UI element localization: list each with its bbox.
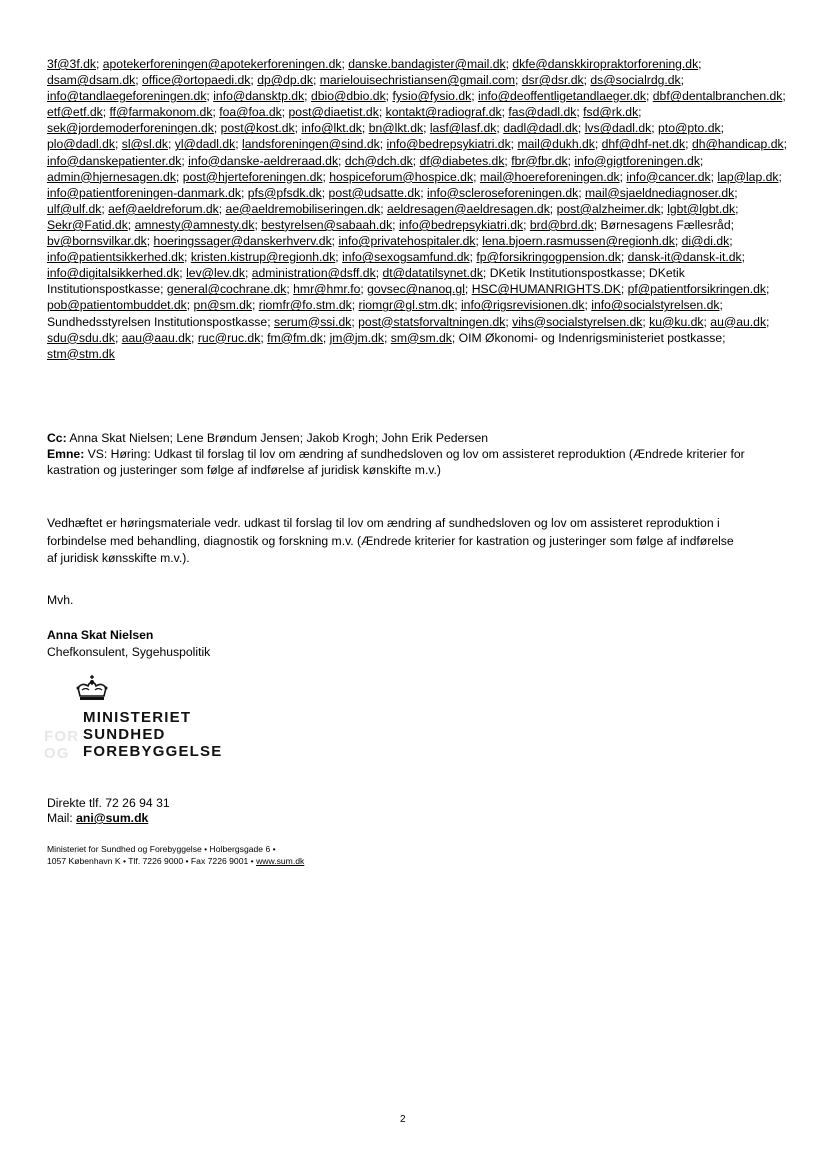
cc-value: Anna Skat Nielsen; Lene Brøndum Jensen; Jakob Krogh; John Erik Pedersen bbox=[69, 431, 489, 445]
recipient-separator: ; bbox=[184, 250, 191, 265]
recipient-email-link[interactable]: mail@sjaeldnediagnoser.dk bbox=[585, 185, 735, 200]
recipient-separator: ; bbox=[674, 234, 682, 249]
recipient-separator: ; bbox=[464, 282, 472, 297]
recipient-email-link[interactable]: info@danske-aeldreraad.dk bbox=[188, 153, 339, 168]
recipient-separator: ; bbox=[698, 57, 702, 71]
recipient-email-link[interactable]: HSC@HUMANRIGHTS.DK bbox=[471, 282, 621, 297]
recipient-separator: ; bbox=[146, 234, 154, 249]
recipient-email-link[interactable]: post@hjerteforeningen.dk bbox=[182, 169, 323, 184]
recipient-separator: ; bbox=[160, 282, 167, 297]
recipient-email-link[interactable]: dch@dch.dk bbox=[344, 153, 413, 168]
footer-line2 bbox=[47, 855, 304, 867]
footer-address-phone: 1057 København K • Tlf. 7226 9000 • Fax 7226 9001 • bbox=[47, 856, 254, 866]
recipient-separator: ; bbox=[703, 314, 711, 329]
recipient-email-link[interactable]: etf@etf.dk bbox=[47, 105, 103, 120]
recipient-name: Sundhedsstyrelsen Institutionspostkasse bbox=[47, 314, 268, 329]
recipient-separator: ; bbox=[577, 121, 585, 136]
recipient-name: OIM Økonomi- og Indenrigsministeriet postkasse bbox=[458, 330, 723, 345]
recipient-separator: ; bbox=[710, 169, 718, 184]
recipient-separator: ; bbox=[286, 282, 294, 297]
recipient-email-link[interactable]: kontakt@radiograf.dk bbox=[385, 105, 502, 120]
recipient-email-link[interactable]: sl@sl.dk bbox=[121, 137, 168, 152]
recipient-separator: ; bbox=[380, 201, 387, 216]
subject-label: Emne: bbox=[47, 447, 85, 462]
recipient-separator: ; bbox=[322, 169, 330, 184]
recipient-email-link[interactable]: general@cochrane.dk bbox=[166, 282, 287, 297]
recipient-separator: ; bbox=[642, 314, 650, 329]
recipient-separator: ; bbox=[341, 57, 349, 71]
recipient-separator: ; bbox=[135, 73, 143, 88]
recipient-email-link[interactable]: apotekerforeningen@apotekerforeningen.dk bbox=[102, 57, 342, 71]
recipient-separator: ; bbox=[304, 89, 311, 104]
recipient-email-link[interactable]: fbr@fbr.dk bbox=[511, 153, 568, 168]
recipient-separator: ; bbox=[351, 298, 359, 313]
recipient-separator: ; bbox=[383, 330, 391, 345]
recipient-separator: ; bbox=[496, 121, 504, 136]
recipient-separator: ; bbox=[420, 185, 427, 200]
recipient-email-link[interactable]: marielouisechristiansen@gmail.com bbox=[319, 73, 515, 88]
recipient-email-link[interactable]: lvs@dadl.dk bbox=[584, 121, 652, 136]
recipient-separator: ; bbox=[360, 282, 368, 297]
recipient-email-link[interactable]: lev@lev.dk bbox=[186, 266, 245, 281]
recipient-email-link[interactable]: info@tandlaegeforeningen.dk bbox=[47, 89, 207, 104]
recipient-email-link[interactable]: bestyrelsen@sabaah.dk bbox=[261, 217, 393, 232]
recipient-email-link[interactable]: dt@datatilsynet.dk bbox=[382, 266, 483, 281]
recipient-email-link[interactable]: office@ortopaedi.dk bbox=[142, 73, 251, 88]
recipient-separator: ; bbox=[505, 314, 513, 329]
recipient-email-link[interactable]: dp@dp.dk bbox=[257, 73, 313, 88]
footer-address bbox=[47, 843, 304, 867]
recipient-email-link[interactable]: info@patientforeningen-danmark.dk bbox=[47, 185, 241, 200]
recipient-email-link[interactable]: post@kost.dk bbox=[220, 121, 295, 136]
recipient-email-link[interactable]: sdu@sdu.dk bbox=[47, 330, 115, 345]
recipient-separator: ; bbox=[379, 137, 387, 152]
recipient-email-link[interactable]: bn@lkt.dk bbox=[368, 121, 424, 136]
recipient-email-link[interactable]: dsr@dsr.dk bbox=[521, 73, 584, 88]
mail-line bbox=[47, 811, 170, 826]
recipient-separator: ; bbox=[620, 250, 628, 265]
recipient-separator: ; bbox=[734, 185, 738, 200]
cc-label: Cc: bbox=[47, 431, 67, 445]
recipient-email-link[interactable]: lgbt@lgbt.dk bbox=[667, 201, 736, 216]
recipient-email-link[interactable]: ff@farmakonom.dk bbox=[109, 105, 213, 120]
recipient-email-link[interactable]: dbio@dbio.dk bbox=[310, 89, 386, 104]
recipient-email-link[interactable]: danske.bandagister@mail.dk bbox=[348, 57, 506, 71]
recipient-separator: ; bbox=[95, 57, 103, 71]
recipient-separator: ; bbox=[594, 137, 602, 152]
recipient-email-link[interactable]: amnesty@amnesty.dk bbox=[134, 217, 255, 232]
recipient-separator: ; bbox=[213, 121, 221, 136]
recipient-email-link[interactable]: info@bedrepsykiatri.dk bbox=[398, 217, 524, 232]
recipient-email-link[interactable]: info@scleroseforeningen.dk bbox=[426, 185, 579, 200]
recipient-separator: ; bbox=[722, 330, 726, 345]
recipient-separator: ; bbox=[619, 169, 627, 184]
recipient-separator: ; bbox=[720, 121, 724, 136]
recipient-email-link[interactable]: brd@brd.dk bbox=[529, 217, 594, 232]
message-body: Vedhæftet er høringsmateriale vedr. udkast til forslag til lov om ændring af sundhedsloven og lov om assisteret reproduktion i forbindelse med behandling, diagnostik og forskning m.v. (Ændrede kriterier for kastration og justeringer som følge af indførelse af juridisk kønsskifte m.v.). bbox=[47, 516, 734, 565]
crown-icon bbox=[72, 674, 112, 706]
logo-line1: MINISTERIET bbox=[83, 709, 192, 726]
recipient-separator: ; bbox=[175, 169, 183, 184]
recipient-email-link[interactable]: pn@sm.dk bbox=[193, 298, 252, 313]
recipient-email-link[interactable]: ulf@ulf.dk bbox=[47, 201, 102, 216]
recipient-separator: ; bbox=[642, 266, 649, 281]
signature-title: Chefkonsulent, Sygehuspolitik bbox=[47, 645, 211, 659]
recipient-email-link[interactable]: govsec@nanoq.gl bbox=[367, 282, 465, 297]
recipient-email-link[interactable]: lap@lap.dk bbox=[717, 169, 779, 184]
recipient-separator: ; bbox=[338, 153, 345, 168]
logo-ghost bbox=[44, 728, 79, 762]
recipient-separator: ; bbox=[454, 298, 461, 313]
recipient-separator: ; bbox=[260, 330, 268, 345]
recipient-email-link[interactable]: landsforeningen@sind.dk bbox=[242, 137, 380, 152]
recipient-email-link[interactable]: dbf@dentalbranchen.dk bbox=[652, 89, 783, 104]
recipient-email-link[interactable]: di@di.dk bbox=[681, 234, 730, 249]
logo-ghost-line2: OG bbox=[44, 745, 70, 762]
recipient-name: DKetik Institutionspostkasse bbox=[489, 266, 643, 281]
recipient-email-link[interactable]: info@bedrepsykiatri.dk bbox=[386, 137, 511, 152]
recipient-separator: ; bbox=[351, 314, 359, 329]
recipient-list bbox=[47, 56, 787, 362]
recipient-separator: ; bbox=[638, 105, 642, 120]
recipient-email-link[interactable]: hmr@hmr.fo bbox=[293, 282, 361, 297]
recipient-email-link[interactable]: dadl@dadl.dk bbox=[503, 121, 578, 136]
recipient-separator: ; bbox=[312, 73, 320, 88]
signature-name: Anna Skat Nielsen bbox=[47, 628, 154, 642]
recipient-email-link[interactable]: lena.bjoern.rasmussen@regionh.dk bbox=[482, 234, 675, 249]
recipient-email-link[interactable]: post@alzheimer.dk bbox=[556, 201, 661, 216]
recipient-separator: ; bbox=[321, 185, 329, 200]
direct-phone: Direkte tlf. 72 26 94 31 bbox=[47, 796, 170, 810]
recipient-email-link[interactable]: info@lkt.dk bbox=[301, 121, 362, 136]
contact-info bbox=[47, 796, 170, 826]
recipient-email-link[interactable]: Sekr@Fatid.dk bbox=[47, 217, 128, 232]
recipient-separator: ; bbox=[179, 266, 187, 281]
recipient-email-link[interactable]: info@deoffentligetandlaeger.dk bbox=[477, 89, 646, 104]
mail-link[interactable]: ani@sum.dk bbox=[76, 811, 149, 825]
recipient-separator: ; bbox=[469, 250, 477, 265]
recipient-separator: ; bbox=[322, 330, 330, 345]
recipient-separator: ; bbox=[741, 250, 746, 265]
recipient-separator: ; bbox=[729, 234, 733, 249]
recipient-email-link[interactable]: jm@jm.dk bbox=[329, 330, 384, 345]
recipient-email-link[interactable]: info@gigtforeningen.dk bbox=[574, 153, 700, 168]
recipient-email-link[interactable]: fas@dadl.dk bbox=[508, 105, 577, 120]
mail-label: Mail: bbox=[47, 811, 73, 825]
recipient-separator: ; bbox=[783, 137, 787, 152]
recipient-email-link[interactable]: yl@dadl.dk bbox=[174, 137, 236, 152]
recipient-email-link[interactable]: info@socialstyrelsen.dk bbox=[591, 298, 720, 313]
recipient-separator: ; bbox=[240, 185, 248, 200]
recipient-email-link[interactable]: info@danskepatienter.dk bbox=[47, 153, 182, 168]
recipient-separator: ; bbox=[251, 298, 259, 313]
recipient-separator: ; bbox=[281, 105, 289, 120]
recipient-email-link[interactable]: info@digitalsikkerhed.dk bbox=[47, 266, 180, 281]
recipient-separator: ; bbox=[735, 201, 739, 216]
recipient-separator: ; bbox=[523, 217, 530, 232]
subject-value: VS: Høring: Udkast til forslag til lov om ændring af sundhedsloven og lov om assisteret reproduktion (Ændrede kriterier for kastration og justeringer som følge af indførelse af juridisk kønskifte m.v.) bbox=[47, 447, 745, 478]
recipient-email-link[interactable]: hoeringssager@danskerhverv.dk bbox=[153, 234, 332, 249]
recipient-email-link[interactable]: dh@handicap.dk bbox=[691, 137, 784, 152]
recipient-separator: ; bbox=[475, 234, 483, 249]
recipient-email-link[interactable]: admin@hjernesagen.dk bbox=[47, 169, 176, 184]
recipient-separator: ; bbox=[471, 89, 478, 104]
recipient-separator: ; bbox=[719, 298, 723, 313]
recipient-separator: ; bbox=[567, 153, 575, 168]
recipient-separator: ; bbox=[167, 137, 175, 152]
closing: Mvh. bbox=[47, 593, 74, 607]
recipient-separator: ; bbox=[583, 73, 591, 88]
recipient-email-link[interactable]: fsd@rk.dk bbox=[583, 105, 639, 120]
website-link[interactable]: www.sum.dk bbox=[256, 856, 305, 866]
recipient-separator: ; bbox=[660, 201, 668, 216]
recipient-separator: ; bbox=[385, 89, 393, 104]
recipient-email-link[interactable]: fysio@fysio.dk bbox=[392, 89, 472, 104]
recipient-email-link[interactable]: post@udsatte.dk bbox=[328, 185, 421, 200]
recipient-separator: ; bbox=[412, 153, 420, 168]
recipient-separator: ; bbox=[576, 105, 584, 120]
recipient-separator: ; bbox=[505, 57, 513, 71]
recipient-separator: ; bbox=[482, 266, 490, 281]
recipient-email-link[interactable]: 3f@3f.dk bbox=[47, 57, 96, 71]
recipient-separator: ; bbox=[549, 201, 557, 216]
recipient-email-link[interactable]: post@statsforvaltningen.dk bbox=[358, 314, 506, 329]
recipient-email-link[interactable]: pob@patientombuddet.dk bbox=[47, 298, 187, 313]
recipient-separator: ; bbox=[218, 201, 226, 216]
recipient-email-link[interactable]: pto@pto.dk bbox=[658, 121, 721, 136]
recipient-separator: ; bbox=[181, 153, 189, 168]
logo-line3: FOREBYGGELSE bbox=[83, 743, 223, 760]
recipient-separator: ; bbox=[378, 105, 386, 120]
footer-line1: Ministeriet for Sundhed og Forebyggelse • Holbergsgade 6 • bbox=[47, 844, 276, 854]
recipient-email-link[interactable]: lasf@lasf.dk bbox=[429, 121, 497, 136]
recipient-email-link[interactable]: au@au.dk bbox=[710, 314, 767, 329]
recipient-separator: ; bbox=[392, 217, 399, 232]
recipient-email-link[interactable]: hospiceforum@hospice.dk bbox=[329, 169, 474, 184]
recipient-separator: ; bbox=[510, 137, 518, 152]
recipient-email-link[interactable]: info@patientsikkerhed.dk bbox=[47, 250, 185, 265]
recipient-separator: ; bbox=[514, 73, 522, 88]
recipient-separator: ; bbox=[451, 330, 459, 345]
recipient-separator: ; bbox=[186, 298, 194, 313]
recipient-email-link[interactable]: stm@stm.dk bbox=[47, 346, 115, 361]
recipient-email-link[interactable]: vihs@socialstyrelsen.dk bbox=[512, 314, 643, 329]
recipient-separator: ; bbox=[254, 217, 262, 232]
logo-ghost-line1: FOR bbox=[44, 728, 80, 745]
recipient-separator: ; bbox=[250, 73, 258, 88]
recipient-email-link[interactable]: riomgr@gl.stm.dk bbox=[358, 298, 455, 313]
recipient-email-link[interactable]: kristen.kistrup@regionh.dk bbox=[190, 250, 336, 265]
recipient-email-link[interactable]: mail@dukh.dk bbox=[517, 137, 595, 152]
recipient-separator: ; bbox=[584, 298, 592, 313]
recipient-email-link[interactable]: info@sexogsamfund.dk bbox=[342, 250, 470, 265]
recipient-separator: ; bbox=[244, 266, 252, 281]
recipient-separator: ; bbox=[685, 137, 692, 152]
recipient-separator: ; bbox=[578, 185, 586, 200]
recipient-email-link[interactable]: foa@foa.dk bbox=[219, 105, 282, 120]
recipient-separator: ; bbox=[699, 153, 704, 168]
recipient-separator: ; bbox=[361, 121, 369, 136]
recipient-email-link[interactable]: aef@aeldreforum.dk bbox=[108, 201, 219, 216]
recipient-separator: ; bbox=[473, 169, 480, 184]
recipient-name: DKetik Institutionspostkasse bbox=[47, 266, 685, 297]
subject-line bbox=[47, 446, 787, 478]
recipient-separator: ; bbox=[766, 314, 770, 329]
recipient-email-link[interactable]: bv@bornsvilkar.dk bbox=[47, 234, 147, 249]
recipient-separator: ; bbox=[730, 217, 734, 232]
recipient-separator: ; bbox=[127, 217, 135, 232]
recipient-name: Børnesagens Fællesråd bbox=[600, 217, 731, 232]
ministry-logo bbox=[83, 709, 222, 760]
recipient-email-link[interactable]: sm@sm.dk bbox=[390, 330, 452, 345]
recipient-separator: ; bbox=[501, 105, 509, 120]
recipient-separator: ; bbox=[423, 121, 430, 136]
recipient-separator: ; bbox=[114, 330, 122, 345]
recipient-email-link[interactable]: dhf@dhf-net.dk bbox=[601, 137, 686, 152]
recipient-email-link[interactable]: plo@dadl.dk bbox=[47, 137, 115, 152]
recipient-separator: ; bbox=[212, 105, 220, 120]
recipient-email-link[interactable]: info@rigsrevisionen.dk bbox=[460, 298, 585, 313]
recipient-email-link[interactable]: info@privatehospitaler.dk bbox=[338, 234, 476, 249]
recipient-email-link[interactable]: riomfr@fo.stm.dk bbox=[258, 298, 352, 313]
recipient-separator: ; bbox=[114, 137, 122, 152]
recipient-email-link[interactable]: post@diaetist.dk bbox=[288, 105, 379, 120]
recipient-email-link[interactable]: df@diabetes.dk bbox=[419, 153, 505, 168]
recipient-separator: ; bbox=[191, 330, 198, 345]
recipient-email-link[interactable]: ruc@ruc.dk bbox=[197, 330, 261, 345]
recipient-email-link[interactable]: info@dansktp.dk bbox=[213, 89, 305, 104]
page-number: 2 bbox=[400, 1114, 406, 1125]
recipient-separator: ; bbox=[782, 89, 786, 104]
recipient-email-link[interactable]: aau@aau.dk bbox=[121, 330, 192, 345]
recipient-separator: ; bbox=[766, 282, 770, 297]
recipient-separator: ; bbox=[680, 73, 685, 88]
recipient-email-link[interactable]: dkfe@danskkiropraktorforening.dk bbox=[512, 57, 699, 71]
recipient-email-link[interactable]: ae@aeldremobiliseringen.dk bbox=[225, 201, 381, 216]
recipient-separator: ; bbox=[206, 89, 214, 104]
recipient-email-link[interactable]: sek@jordemoderforeningen.dk bbox=[47, 121, 214, 136]
cc-line bbox=[47, 430, 787, 446]
recipient-email-link[interactable]: pfs@pfsdk.dk bbox=[247, 185, 322, 200]
recipient-email-link[interactable]: dansk-it@dansk-it.dk bbox=[627, 250, 742, 265]
recipient-email-link[interactable]: ku@ku.dk bbox=[649, 314, 704, 329]
recipient-email-link[interactable]: fp@forsikringogpension.dk bbox=[476, 250, 621, 265]
recipient-email-link[interactable]: mail@hoereforeningen.dk bbox=[479, 169, 620, 184]
recipient-separator: ; bbox=[504, 153, 512, 168]
recipient-separator: ; bbox=[593, 217, 601, 232]
logo-line2: SUNDHED bbox=[83, 726, 166, 743]
recipient-separator: ; bbox=[620, 282, 628, 297]
recipient-separator: ; bbox=[235, 137, 242, 152]
recipient-separator: ; bbox=[102, 105, 110, 120]
recipient-separator: ; bbox=[267, 314, 274, 329]
recipient-separator: ; bbox=[651, 121, 659, 136]
recipient-email-link[interactable]: dsam@dsam.dk bbox=[47, 73, 136, 88]
recipient-email-link[interactable]: aeldresagen@aeldresagen.dk bbox=[386, 201, 550, 216]
recipient-separator: ; bbox=[335, 250, 343, 265]
recipient-email-link[interactable]: pf@patientforsikringen.dk bbox=[627, 282, 767, 297]
recipient-separator: ; bbox=[101, 201, 109, 216]
email-header bbox=[47, 430, 787, 478]
recipient-separator: ; bbox=[646, 89, 653, 104]
recipient-separator: ; bbox=[778, 169, 782, 184]
recipient-email-link[interactable]: serum@ssi.dk bbox=[273, 314, 352, 329]
recipient-email-link[interactable]: fm@fm.dk bbox=[267, 330, 323, 345]
recipient-email-link[interactable]: info@cancer.dk bbox=[626, 169, 711, 184]
recipient-email-link[interactable]: administration@dsff.dk bbox=[251, 266, 376, 281]
recipient-separator: ; bbox=[294, 121, 302, 136]
recipient-separator: ; bbox=[331, 234, 339, 249]
recipient-separator: ; bbox=[375, 266, 383, 281]
recipient-email-link[interactable]: ds@socialrdg.dk bbox=[590, 73, 681, 88]
